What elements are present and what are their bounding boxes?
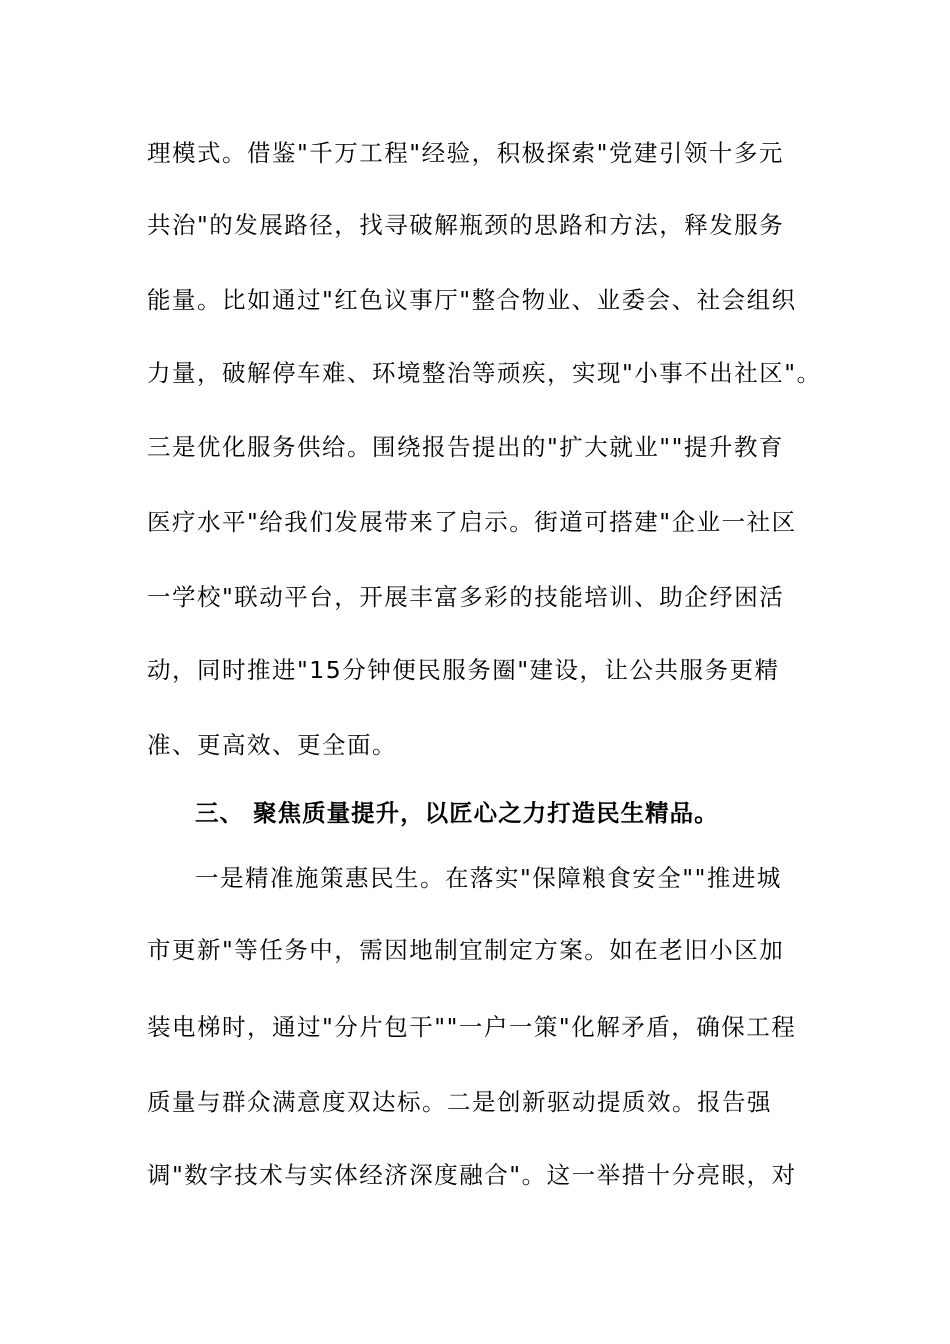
body-text-line: 一是精准施策惠民生。在落实"保障粮食安全""推进城 <box>195 864 782 892</box>
body-text-line: 动，同时推进"15分钟便民服务圈"建设，让公共服务更精 <box>147 656 780 684</box>
body-text-line: 市更新"等任务中，需因地制宜制定方案。如在老旧小区加 <box>147 936 785 964</box>
body-text-line: 准、更高效、更全面。 <box>147 731 397 759</box>
body-text-line: 三是优化服务供给。围绕报告提出的"扩大就业""提升教育 <box>147 433 784 461</box>
section-heading: 三、 聚焦质量提升，以匠心之力打造民生精品。 <box>195 799 719 827</box>
body-text-line: 医疗水平"给我们发展带来了启示。街道可搭建"企业一社区 <box>147 508 797 536</box>
body-text-line: 装电梯时，通过"分片包干""一户一策"化解矛盾，确保工程 <box>147 1013 797 1041</box>
body-text-line: 力量，破解停车难、环境整治等顽疾，实现"小事不出社区"。 <box>147 359 822 387</box>
body-text-line: 能量。比如通过"红色议事厅"整合物业、业委会、社会组织 <box>147 286 797 314</box>
body-text-line: 质量与群众满意度双达标。二是创新驱动提质效。报告强 <box>147 1088 772 1116</box>
body-text-line: 理模式。借鉴"千万工程"经验，积极探索"党建引领十多元 <box>147 139 784 167</box>
body-text-line: 共治"的发展路径，找寻破解瓶颈的思路和方法，释发服务 <box>147 211 785 239</box>
body-text-line: 调"数字技术与实体经济深度融合"。这一举措十分亮眼，对 <box>147 1161 797 1189</box>
body-text-line: 一学校"联动平台，开展丰富多彩的技能培训、助企纾困活 <box>147 583 785 611</box>
